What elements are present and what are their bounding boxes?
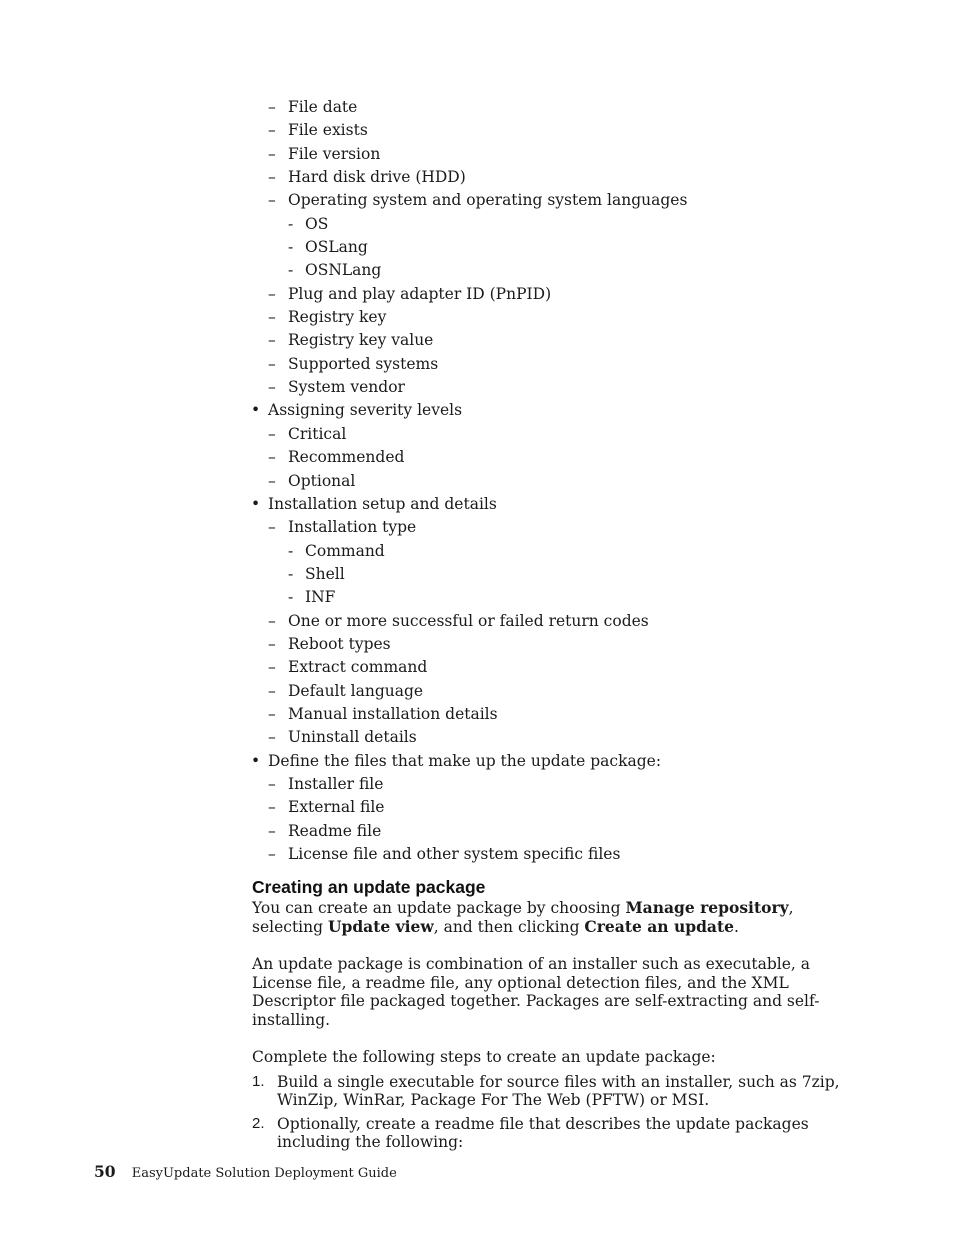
section-heading: Creating an update package bbox=[252, 877, 486, 897]
list-item-text: System vendor bbox=[288, 378, 405, 397]
list-item bbox=[0, 750, 954, 773]
list-item bbox=[0, 236, 954, 259]
step-number: 1. bbox=[252, 1072, 265, 1090]
list-item-text: Manual installation details bbox=[288, 704, 498, 723]
list-item-text: Registry key value bbox=[288, 331, 434, 350]
bullet-list bbox=[0, 96, 954, 866]
list-marker: – bbox=[268, 144, 276, 163]
list-marker: – bbox=[268, 518, 276, 537]
list-item bbox=[0, 680, 954, 703]
list-marker: - bbox=[288, 564, 294, 583]
list-item-text: Reboot types bbox=[288, 634, 391, 653]
list-item bbox=[0, 563, 954, 586]
list-marker: – bbox=[268, 354, 276, 373]
list-marker: – bbox=[268, 424, 276, 443]
list-item bbox=[0, 96, 954, 119]
list-item bbox=[0, 166, 954, 189]
list-marker: – bbox=[268, 845, 276, 863]
list-item-text: Default language bbox=[288, 681, 424, 700]
list-item bbox=[0, 189, 954, 212]
list-item bbox=[0, 843, 954, 866]
steps-intro-paragraph: Complete the following steps to create an update package: bbox=[252, 1048, 716, 1066]
list-item bbox=[0, 119, 954, 142]
list-item-text: Plug and play adapter ID (PnPID) bbox=[288, 284, 552, 303]
list-marker: – bbox=[268, 448, 276, 467]
list-marker: – bbox=[268, 378, 276, 397]
list-item bbox=[0, 329, 954, 352]
list-item bbox=[0, 423, 954, 446]
list-marker: • bbox=[251, 401, 261, 420]
list-item-text: OSNLang bbox=[305, 261, 382, 280]
list-item-text: OS bbox=[305, 214, 329, 233]
list-item bbox=[0, 259, 954, 282]
list-marker: – bbox=[268, 681, 276, 700]
list-marker: • bbox=[251, 494, 261, 513]
update-view-term: Update view bbox=[327, 916, 434, 936]
list-marker: – bbox=[268, 798, 276, 817]
list-item bbox=[0, 610, 954, 633]
step-text: Build a single executable for source files with an installer, such as 7zip, WinZip, WinRar, Package For The Web (PFTW) or MSI. bbox=[277, 1072, 840, 1109]
manage-repository-term: Manage repository bbox=[625, 898, 789, 917]
list-item bbox=[0, 540, 954, 563]
list-item-text: Uninstall details bbox=[288, 728, 417, 747]
list-item bbox=[0, 283, 954, 306]
list-marker: - bbox=[288, 238, 294, 257]
intro-paragraph: You can create an update package by choosing Manage repository, selecting Update view, and then clicking Create an update. bbox=[252, 898, 794, 936]
list-item bbox=[0, 470, 954, 493]
list-item bbox=[0, 773, 954, 796]
list-item bbox=[0, 143, 954, 166]
list-item bbox=[0, 353, 954, 376]
list-item bbox=[0, 586, 954, 609]
package-description-paragraph: An update package is combination of an installer such as executable, a License file, a readme file, any optional detection files, and the XML Descriptor file packaged together. Packages are self-extracting and self-installing. bbox=[252, 955, 820, 1029]
list-item-text: File exists bbox=[288, 121, 368, 140]
list-item bbox=[0, 446, 954, 469]
list-item bbox=[0, 703, 954, 726]
list-item-text: Installer file bbox=[288, 774, 384, 793]
list-marker: – bbox=[268, 308, 276, 327]
list-item bbox=[0, 796, 954, 819]
list-item-text: Operating system and operating system languages bbox=[288, 191, 688, 210]
list-item-text: Hard disk drive (HDD) bbox=[288, 168, 466, 187]
list-item bbox=[0, 516, 954, 539]
list-marker: - bbox=[288, 261, 294, 280]
list-marker: – bbox=[268, 611, 276, 630]
list-item-text: File version bbox=[288, 144, 381, 163]
step-number: 2. bbox=[252, 1114, 265, 1132]
list-marker: - bbox=[288, 541, 294, 560]
page-number: 50 bbox=[94, 1162, 116, 1181]
list-item-text: License file and other system specific files bbox=[288, 845, 621, 863]
list-item-text: Define the files that make up the update package: bbox=[268, 751, 662, 770]
creating-update-package-section bbox=[252, 875, 852, 1157]
list-item-text: Extract command bbox=[288, 658, 428, 677]
footer-title: EasyUpdate Solution Deployment Guide bbox=[131, 1166, 397, 1181]
list-item-text: OSLang bbox=[305, 238, 368, 257]
list-marker: – bbox=[268, 284, 276, 303]
list-item bbox=[0, 493, 954, 516]
list-item bbox=[0, 399, 954, 422]
list-item-text: Critical bbox=[288, 424, 347, 443]
list-marker: – bbox=[268, 704, 276, 723]
list-item bbox=[0, 820, 954, 843]
page-footer bbox=[94, 1162, 397, 1184]
list-marker: - bbox=[288, 588, 294, 607]
step-item bbox=[252, 1073, 852, 1110]
create-an-update-term: Create an update bbox=[584, 916, 734, 936]
list-item-text: External file bbox=[288, 798, 385, 817]
list-item bbox=[0, 656, 954, 679]
list-marker: – bbox=[268, 331, 276, 350]
list-marker: – bbox=[268, 658, 276, 677]
step-text: Optionally, create a readme file that describes the update packages including the following: bbox=[277, 1114, 809, 1151]
list-item-text: Installation setup and details bbox=[268, 494, 497, 513]
list-item-text: Readme file bbox=[288, 821, 382, 840]
list-marker: – bbox=[268, 728, 276, 747]
list-item bbox=[0, 306, 954, 329]
list-item-text: INF bbox=[305, 588, 336, 607]
list-item-text: Registry key bbox=[288, 308, 387, 327]
list-marker: – bbox=[268, 191, 276, 210]
list-marker: – bbox=[268, 634, 276, 653]
list-item-text: File date bbox=[288, 98, 358, 116]
list-item-text: Optional bbox=[288, 471, 356, 490]
list-item bbox=[0, 726, 954, 749]
list-item bbox=[0, 376, 954, 399]
list-marker: • bbox=[251, 751, 261, 770]
list-item-text: One or more successful or failed return codes bbox=[288, 611, 649, 630]
list-item bbox=[0, 213, 954, 236]
list-marker: - bbox=[288, 214, 294, 233]
step-item bbox=[252, 1115, 852, 1152]
list-marker: – bbox=[268, 774, 276, 793]
list-marker: – bbox=[268, 821, 276, 840]
list-item-text: Assigning severity levels bbox=[268, 401, 463, 420]
list-marker: – bbox=[268, 471, 276, 490]
list-marker: – bbox=[268, 98, 276, 116]
list-item-text: Recommended bbox=[288, 448, 405, 467]
list-marker: – bbox=[268, 121, 276, 140]
list-item-text: Supported systems bbox=[288, 354, 439, 373]
list-item-text: Installation type bbox=[288, 518, 417, 537]
steps-list bbox=[252, 1073, 852, 1152]
list-marker: – bbox=[268, 168, 276, 187]
list-item-text: Command bbox=[305, 541, 385, 560]
list-item-text: Shell bbox=[305, 564, 345, 583]
list-item bbox=[0, 633, 954, 656]
